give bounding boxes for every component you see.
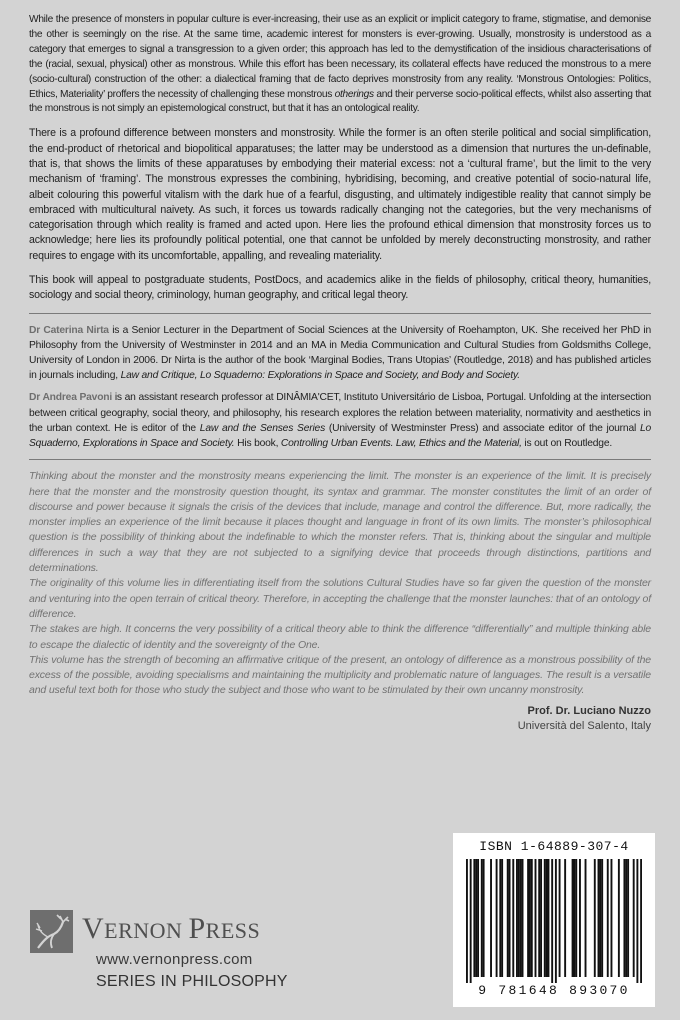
barcode-bar — [633, 859, 635, 977]
back-cover-text — [29, 13, 651, 734]
barcode-bar — [531, 859, 533, 977]
quote-paragraph-1: Thinking about the monster and the monstrosity means experiencing the limit. The monster is an experience of the limit. It is precisely here that the monster and the monstrosity question thought, its syntax and grammar. The monster constitutes the limit of an order of discourse and power because it signals the crisis of the devices that include, manage and control the difference. But, more radically, the monster implies an experience of the limit because it places thought and language in front of its own limits. The monster’s philosophical question is the possibility of thinking about the indefinable to which the monster refers. That is, thinking about the singular and multiple differences in such a way that they are not subjected to a signifying device that proceeds through distinctions, partitions and determinations. — [29, 470, 651, 575]
barcode-bar — [625, 859, 627, 977]
barcode-bar — [640, 859, 642, 983]
publisher-block — [30, 910, 320, 1010]
ean-number: 9 781648 893070 — [478, 983, 630, 998]
barcode-bar — [518, 859, 520, 977]
isbn-barcode — [453, 833, 655, 1007]
barcode-bar — [499, 859, 501, 977]
author-bios — [29, 323, 651, 452]
barcode-bar — [483, 859, 485, 977]
series-name: SERIES IN PHILOSOPHY — [96, 973, 288, 990]
barcode-bar — [601, 859, 603, 977]
endorser-name: Prof. Dr. Luciano Nuzzo — [527, 704, 651, 717]
barcode-bar — [559, 859, 561, 977]
barcode-bar — [599, 859, 601, 977]
barcode-bar — [520, 859, 522, 977]
quote-paragraph-3: The stakes are high. It concerns the very possibility of a critical theory able to think the difference “differentially” and multiple thinking able to escape the dialectic of identity and the sovereignty of the One. — [29, 623, 651, 651]
barcode-bar — [598, 859, 600, 977]
barcode-bar — [573, 859, 575, 977]
barcode-bars — [466, 859, 642, 983]
bio-pavoni — [29, 390, 651, 451]
barcode-bar — [594, 859, 596, 977]
barcode-bar — [611, 859, 613, 977]
publisher-name: VERNON PRESS — [82, 912, 261, 945]
quote-paragraph-4: This volume has the strength of becoming an affirmative critique of the present, an ontology of difference as a monstrous possibility of the excess of the possible, avoiding specialisms and maintaining the multiplicity and problematic nature of languages. The result is a versatile and useful text both for those who study the subject and those who want to be stimulated by their own uncanny monstrosity. — [29, 653, 651, 697]
barcode-bar — [516, 859, 518, 977]
vernon-press-deer-logo-icon — [30, 910, 73, 953]
barcode-bar — [564, 859, 566, 977]
barcode-bar — [585, 859, 587, 977]
barcode-bar — [535, 859, 537, 977]
quote-paragraph-2: The originality of this volume lies in differentiating itself from the solutions Cultural Studies have so far given the question of the monster and venturing into the open terrain of critical theory. Therefore, in accepting the challenge that the monster launches: that of an ontology of difference. — [29, 577, 651, 620]
bio-text: is an assistant research professor at DINÂMIA'CET, Instituto Universitário de Lisboa, Portugal. Unfolding at the intersection between critical geography, social theory, and philosophy, his research explores the relation between materiality, normativity and aesthetics in the urban context. He is editor of the Law and the Senses Series (University of Westminster Press) and associate editor of the journal Lo Squaderno, Explorations in Space and Society. His book, Controlling Urban Events. Law, Ethics and the Material, is out on Routledge. — [29, 392, 651, 450]
barcode-bar — [490, 859, 492, 977]
isbn-number: ISBN 1-64889-307-4 — [479, 839, 629, 854]
barcode-bar — [527, 859, 529, 977]
barcode-bar — [546, 859, 548, 977]
barcode-bar — [579, 859, 581, 977]
barcode-bar — [481, 859, 483, 977]
barcode-bar — [473, 859, 475, 977]
author-name: Dr Caterina Nirta — [29, 324, 109, 336]
barcode-bar — [618, 859, 620, 977]
barcode-bar — [466, 859, 468, 983]
endorser-affiliation: Università del Salento, Italy — [517, 719, 651, 732]
author-name: Dr Andrea Pavoni — [29, 392, 113, 404]
barcode-bar — [636, 859, 638, 983]
barcode-bar — [522, 859, 524, 977]
bio-text: is a Senior Lecturer in the Department of Social Sciences at the University of Roehampton, UK. She received her PhD in Philosophy from the University of Westminster in 2014 and an MA in Media Communication and Cultural Studies from Goldsmiths College, University of London in 2006. Dr Nirta is the author of the book ‘Marginal Bodies, Trans Utopias’ (Routledge, 2018) and has published articles in journals including, Law and Critique, Lo Squaderno: Explorations in Space and Society, and Body and Society. — [29, 324, 651, 382]
endorsement-quote — [29, 469, 651, 698]
barcode-bar — [475, 859, 477, 977]
barcode-bar — [538, 859, 540, 977]
barcode-bar — [627, 859, 629, 977]
barcode-bar — [544, 859, 546, 977]
divider-bottom — [29, 459, 651, 460]
endorsement-signature — [29, 703, 651, 734]
barcode-bar — [607, 859, 609, 977]
barcode-bar — [501, 859, 503, 977]
publisher-url: www.vernonpress.com — [96, 951, 253, 968]
barcode-bar — [529, 859, 531, 977]
description-paragraph-3: This book will appeal to postgraduate students, PostDocs, and academics alike in the fields of philosophy, critical theory, humanities, sociology and social theory, criminology, human geography, and critical legal theory. — [29, 274, 651, 302]
barcode-bar — [551, 859, 553, 983]
bio-nirta — [29, 323, 651, 384]
book-description — [29, 13, 651, 304]
barcode-bar — [496, 859, 498, 977]
barcode-bar — [470, 859, 472, 983]
barcode-bar — [512, 859, 514, 977]
barcode-bar — [555, 859, 557, 983]
barcode-bar — [572, 859, 574, 977]
barcode-bar — [548, 859, 550, 977]
barcode-bar — [477, 859, 479, 977]
description-paragraph-2: There is a profound difference between monsters and monstrosity. While the former is an often sterile political and social simplification, the end-product of rhetorical and biopolitical apparatuses; the latter may be understood as a dimension that nurtures the un-definable, that is, that shows the limits of these apparatuses by embodying their material excess: not a ‘cultural frame’, but the limit to the very mechanism of ‘framing’. The monstrous expresses the combining, hybridising, becoming, and creative potential of socio-natural life, albeit colouring this powerful vitalism with the dark hue of a fearful, disgusting, and ultimately indigestible reality that cannot simply be embraced with multicultural naivety. As such, it forces us towards radically changing not the categories, but the very mechanisms of categorisation through which reality is framed and acted upon. Here lies the profound ethical dimension that monstrosity forces us to acknowledge; here lies its profoundly political potential, one that cannot be unfolded by merely deconstructing monstrosity, and rather requires to engage with its uncomfortable, appalling, and revealing materiality. — [29, 127, 651, 262]
barcode-bar — [575, 859, 577, 977]
barcode-bar — [509, 859, 511, 977]
barcode-bar — [540, 859, 542, 977]
divider-top — [29, 313, 651, 314]
barcode-bar — [507, 859, 509, 977]
description-paragraph-1: While the presence of monsters in popular culture is ever-increasing, their use as an explicit or implicit category to frame, stigmatise, and demonise the other is seemingly on the rise. At the same time, academic interest for monsters is ever-growing. Usually, monstrosity is understood as a category that emerges to signal a transgression to a given order; this approach has led to the demystification of the insidious characterisations of the (racial, sexual, physical) other as monstrous. While this effort has been necessary, its collateral effects have reduced the monstrous to a mere (socio-cultural) construction of the other: a dialectical framing that de facto deprives monstrosity from any reality. ‘Monstrous Ontologies: Politics, Ethics, Materiality’ proffers the necessity of challenging these monstrous otherings and their perverse socio-political effects, whilst also asserting that the monstrous is not simply an epistemological construct, but that it has an ontological reality. — [29, 14, 651, 115]
barcode-bar — [623, 859, 625, 977]
